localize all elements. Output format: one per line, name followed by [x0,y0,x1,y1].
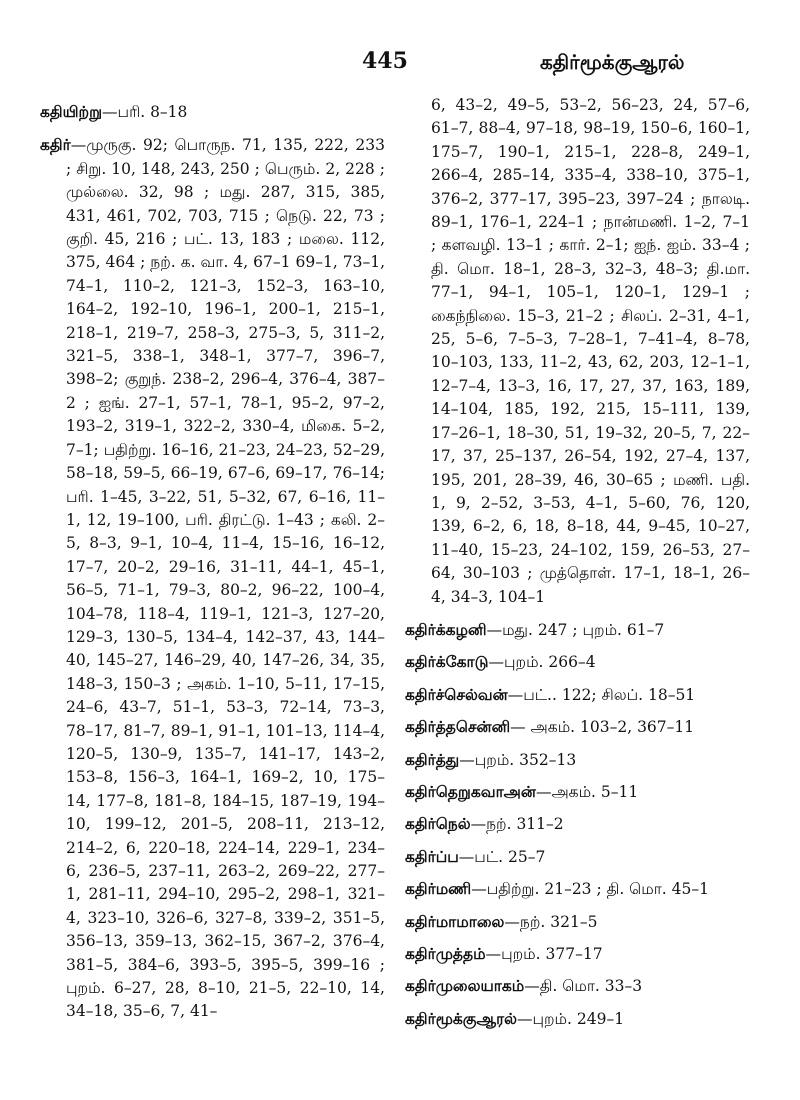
entry-headword: கதிர்த்து [405,749,460,769]
entry-references: —நற். 311–2 [470,815,564,834]
entry-continuation: 6, 43–2, 49–5, 53–2, 56–23, 24, 57–6, 61–7, 88–4, 97–18, 98–19, 150–6, 160–1, 175–7, 190–1, 215–1, 228–8, 249–1, 266–4, 285–14, 335–4, 338–10, 375–1, 376–2, 377–17, 395–23, 397–24 ; நாலடி. 89–1, 176–1, 224–1 ; நான்மணி. 1–2, 7–1 ; களவழி. 13–1 ; கார். 2–1; ஐந். ஐம். 33–4 ; தி. மொ. 18–1, 28–3, 32–3, 48–3; தி.மா. 77–1, 94–1, 105–1, 120–1, 129–1 ; கைந்நிலை. 15–3, 21–2 ; சிலப். 2–31, 4–1, 25, 5–6, 7–5–3, 7–28–1, 7–41–4, 8–78, 10–103, 133, 11–2, 43, 62, 203, 12–1–1, 12–7–4, 13–3, 16, 17, 27, 37, 163, 189, 14–104, 185, 192, 215, 15–111, 139, 17–26–1, 18–30, 51, 19–32, 20–5, 7, 22–17, 37, 25–137, 26–54, 192, 27–4, 137, 195, 201, 28–39, 46, 30–65 ; மணி. பதி. 1, 9, 2–52, 3–53, 4–1, 5–60, 76, 120, 139, 6–2, 6, 18, 8–18, 44, 9–45, 10–27, 11–40, 15–23, 24–102, 159, 26–53, 27–64, 30–103 ; முத்தொள். 17–1, 18–1, 26–4, 34–3, 104–1 [431,96,750,606]
index-entry [405,910,750,934]
entry-references: —தி. மொ. 33–3 [524,977,643,996]
entry-headword: கதிர் [40,135,71,155]
entry-references: —புறம். 266–4 [488,653,596,672]
entry-headword: கதிர்க்கழனி [405,619,487,639]
right-column [405,94,750,1039]
entry-headword: கதிர்தெறுகவாஅன் [405,781,536,801]
entry-references: —பரி. 8–18 [102,103,188,121]
entry-headword: கதிர்முத்தம் [405,944,486,963]
index-entry [405,1007,750,1031]
entry-headword: கதிர்க்கோடு [405,652,489,672]
entry-references: —நற். 321–5 [504,912,598,931]
index-entry [405,650,750,674]
index-entry [405,715,750,739]
entry-references: —பட். 25–7 [458,847,546,866]
entry-references: —அகம். 5–11 [535,782,639,801]
index-entry [405,974,750,998]
entry-references: — அகம். 103–2, 367–11 [510,718,695,737]
index-entry [405,877,750,901]
entry-headword: கதிர்மாமாலை [405,911,505,931]
page-number: 445 [362,48,408,74]
index-entry [405,942,750,966]
entry-references: —மது. 247 ; புறம். 61–7 [486,620,665,639]
entry-references: —புறம். 352–13 [459,750,577,769]
entry-headword: கதிர்மணி [405,879,472,899]
left-column [40,100,385,1024]
index-entry [405,812,750,836]
index-entry [405,748,750,772]
running-head: கதிர்மூக்குஆரல் [540,50,685,74]
index-entry [405,780,750,804]
index-entry [40,100,385,124]
entry-headword: கதியிற்று [40,102,103,121]
index-entry [40,133,385,1023]
entry-headword: கதிர்ச்செல்வன் [405,684,508,704]
entry-headword: கதிர்த்தசென்னி [405,717,511,737]
entry-headword: கதிர்முலையாகம் [405,976,525,996]
index-entry [405,845,750,869]
page-header [0,48,800,82]
entry-headword: கதிர்நெல் [405,814,471,834]
entry-references: —பட்.. 122; சிலப். 18–51 [507,685,696,704]
entry-headword: கதிர்மூக்குஆரல் [405,1008,517,1028]
entry-headword: கதிர்ப்ப [405,846,459,866]
index-entry [405,618,750,642]
entry-references: —பதிற்று. 21–23 ; தி. மொ. 45–1 [471,880,709,899]
index-entry [405,683,750,707]
entry-references: —புறம். 249–1 [516,1009,625,1028]
entry-references: —முருகு. 92; பொருந. 71, 135, 222, 233 ; சிறு. 10, 148, 243, 250 ; பெரும். 2, 228 ; முல்லை. 32, 98 ; மது. 287, 315, 385, 431, 461, 702, 703, 715 ; நெடு. 22, 73 ; குறி. 45, 216 ; பட். 13, 183 ; மலை. 112, 375, 464 ; நற். க. வா. 4, 67–1 69–1, 73–1, 74–1, 110–2, 121–3, 152–3, 163–10, 164–2, 192–10, 196–1, 200–1, 215–1, 218–1, 219–7, 258–3, 275–3, 5, 311–2, 321–5, 338–1, 348–1, 377–7, 396–7, 398–2; குறுந். 238–2, 296–4, 376–4, 387–2 ; ஐங். 27–1, 57–1, 78–1, 95–2, 97–2, 193–2, 319–1, 322–2, 330–4, மிகை. 5–2, 7–1; பதிற்று. 16–16, 21–23, 24–23, 52–29, 58–18, 59–5, 66–19, 67–6, 69–17, 76–14; பரி. 1–45, 3–22, 51, 5–32, 67, 6–16, 11–1, 12, 19–100, பரி. திரட்டு. 1–43 ; கலி. 2–5, 8–3, 9–1, 10–4, 11–4, 15–16, 16–12, 17–7, 20–2, 29–16, 31–11, 44–1, 45–1, 56–5, 71–1, 79–3, 80–2, 96–22, 100–4, 104–78, 118–4, 119–1, 121–3, 127–20, 129–3, 130–5, 134–4, 142–37, 43, 144–40, 145–27, 146–29, 40, 147–26, 34, 35, 148–3, 150–3 ; அகம். 1–10, 5–11, 17–15, 24–6, 43–7, 51–1, 53–3, 72–14, 73–3, 78–17, 81–7, 89–1, 91–1, 101–13, 114–4, 120–5, 130–9, 135–7, 141–17, 143–2, 153–8, 156–3, 164–1, 169–2, 10, 175–14, 177–8, 181–8, 184–15, 187–19, 194–10, 199–12, 201–5, 208–11, 213–12, 214–2, 6, 220–18, 224–14, 229–1, 234–6, 236–5, 237–11, 263–2, 269–22, 277–1, 281–11, 294–10, 295–2, 298–1, 321–4, 323–10, 326–6, 327–8, 339–2, 351–5, 356–13, 359–13, 362–15, 367–2, 376–4, 381–5, 384–6, 393–5, 395–5, 399–16 ; புறம். 6–27, 28, 8–10, 21–5, 22–10, 14, 34–18, 35–6, 7, 41– [66,136,385,1021]
entry-references: —புறம். 377–17 [485,945,603,963]
